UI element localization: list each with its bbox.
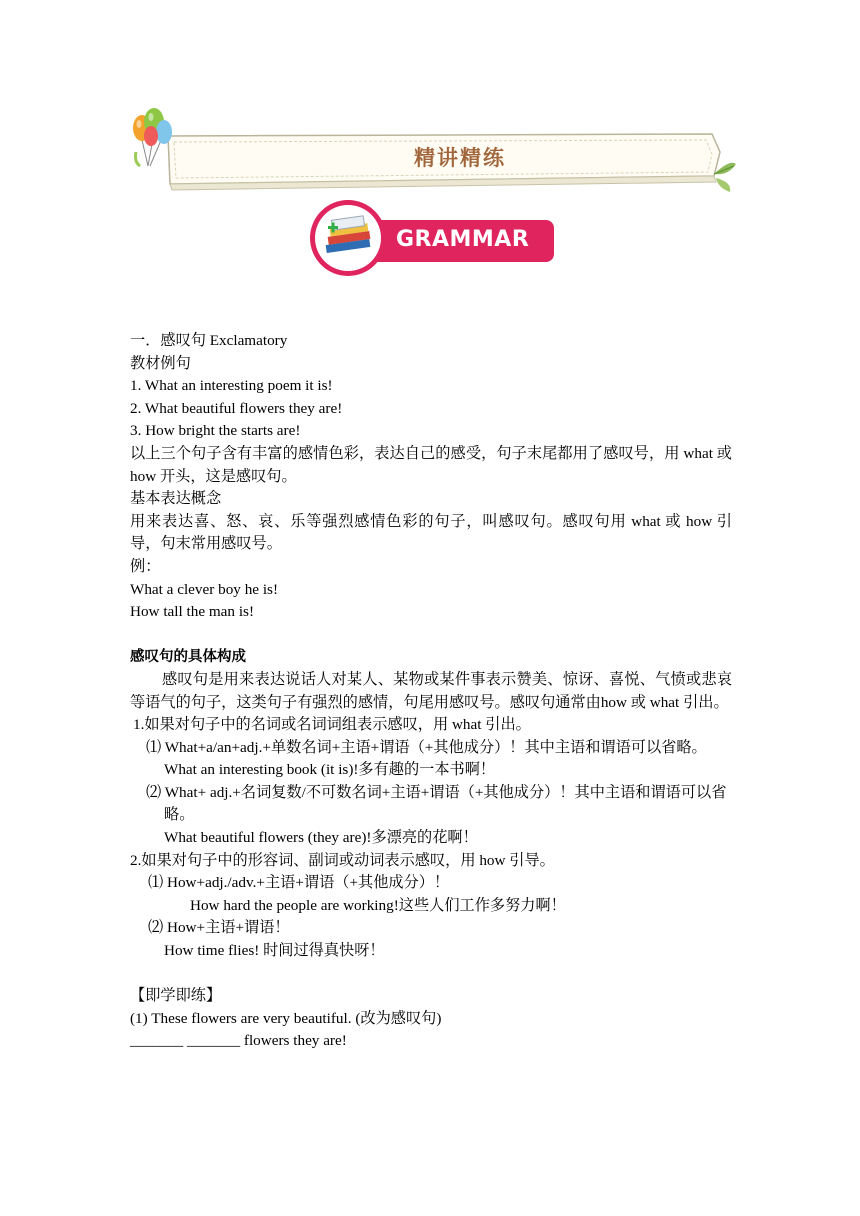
example-sentence: What a clever boy he is!	[130, 580, 279, 598]
example-sentence: 2. What beautiful flowers they are!	[130, 399, 343, 417]
rule-item: 2.如果对句子中的形容词、副词或动词表示感叹，用 how 引导。	[130, 851, 555, 869]
concept-paragraph: 用来表达喜、怒、哀、乐等强烈感情色彩的句子，叫感叹句。感叹句用 what 或 how 引导，句末常用感叹号。	[130, 512, 732, 553]
section-heading: 一．感叹句 Exclamatory	[130, 332, 288, 349]
rule-example: How hard the people are working!这些人们工作多努力啊！	[190, 896, 566, 914]
lesson-content	[130, 330, 732, 1053]
rule-subitem: ⑵ What+ adj.+名词复数/不可数名词+主语+谓语（+其他成分）！其中主语和谓语可以省略。	[146, 783, 727, 824]
grammar-badge	[308, 198, 558, 280]
balloons-icon	[133, 108, 172, 166]
example-sentence: 1. What an interesting poem it is!	[130, 377, 333, 395]
rule-item: 1.如果对句子中的名词或名词词组表示感叹，用 what 引出。	[133, 716, 531, 734]
rule-example: How time flies! 时间过得真快呀！	[164, 942, 385, 960]
rule-example: What an interesting book (it is)!多有趣的一本书啊！	[164, 761, 496, 779]
structure-heading: 感叹句的具体构成	[130, 649, 246, 666]
grammar-label: GRAMMAR	[396, 227, 530, 252]
example-sentence: 3. How bright the starts are!	[130, 422, 301, 440]
example-sentence: How tall the man is!	[130, 603, 255, 621]
explanation-paragraph: 以上三个句子含有丰富的感情色彩，表达自己的感受，句子末尾都用了感叹号，用 what 或 how 开头，这是感叹句。	[130, 444, 732, 485]
spacer	[130, 963, 732, 986]
structure-paragraph: 感叹句是用来表达说话人对某人、某物或某件事表示赞美、惊讶、喜悦、气愤或悲哀等语气的句子，这类句子有强烈的感情，句尾用感叹号。感叹句通常由how 或 what 引出。	[130, 670, 732, 711]
rule-example: What beautiful flowers (they are)!多漂亮的花啊！	[164, 829, 478, 847]
spacer	[130, 624, 732, 647]
leaves-icon	[714, 163, 736, 192]
rule-subitem: ⑴ What+a/an+adj.+单数名词+主语+谓语（+其他成分）！其中主语和谓语可以省略。	[146, 738, 707, 756]
practice-answer-blank: _______ _______ flowers they are!	[130, 1032, 347, 1050]
rule-subitem: ⑵ How+主语+谓语！	[148, 919, 290, 937]
practice-question: (1) These flowers are very beautiful. (改为感叹句)	[130, 1009, 442, 1027]
example-label: 例：	[130, 557, 161, 575]
banner-title: 精讲精练	[414, 146, 506, 170]
rule-subitem: ⑴ How+adj./adv.+主语+谓语（+其他成分）！	[148, 874, 450, 892]
books-icon	[326, 216, 371, 253]
section-banner	[130, 104, 742, 196]
subheading-concept: 基本表达概念	[130, 490, 222, 508]
practice-heading: 【即学即练】	[130, 987, 222, 1005]
subheading-examples: 教材例句	[130, 354, 191, 372]
